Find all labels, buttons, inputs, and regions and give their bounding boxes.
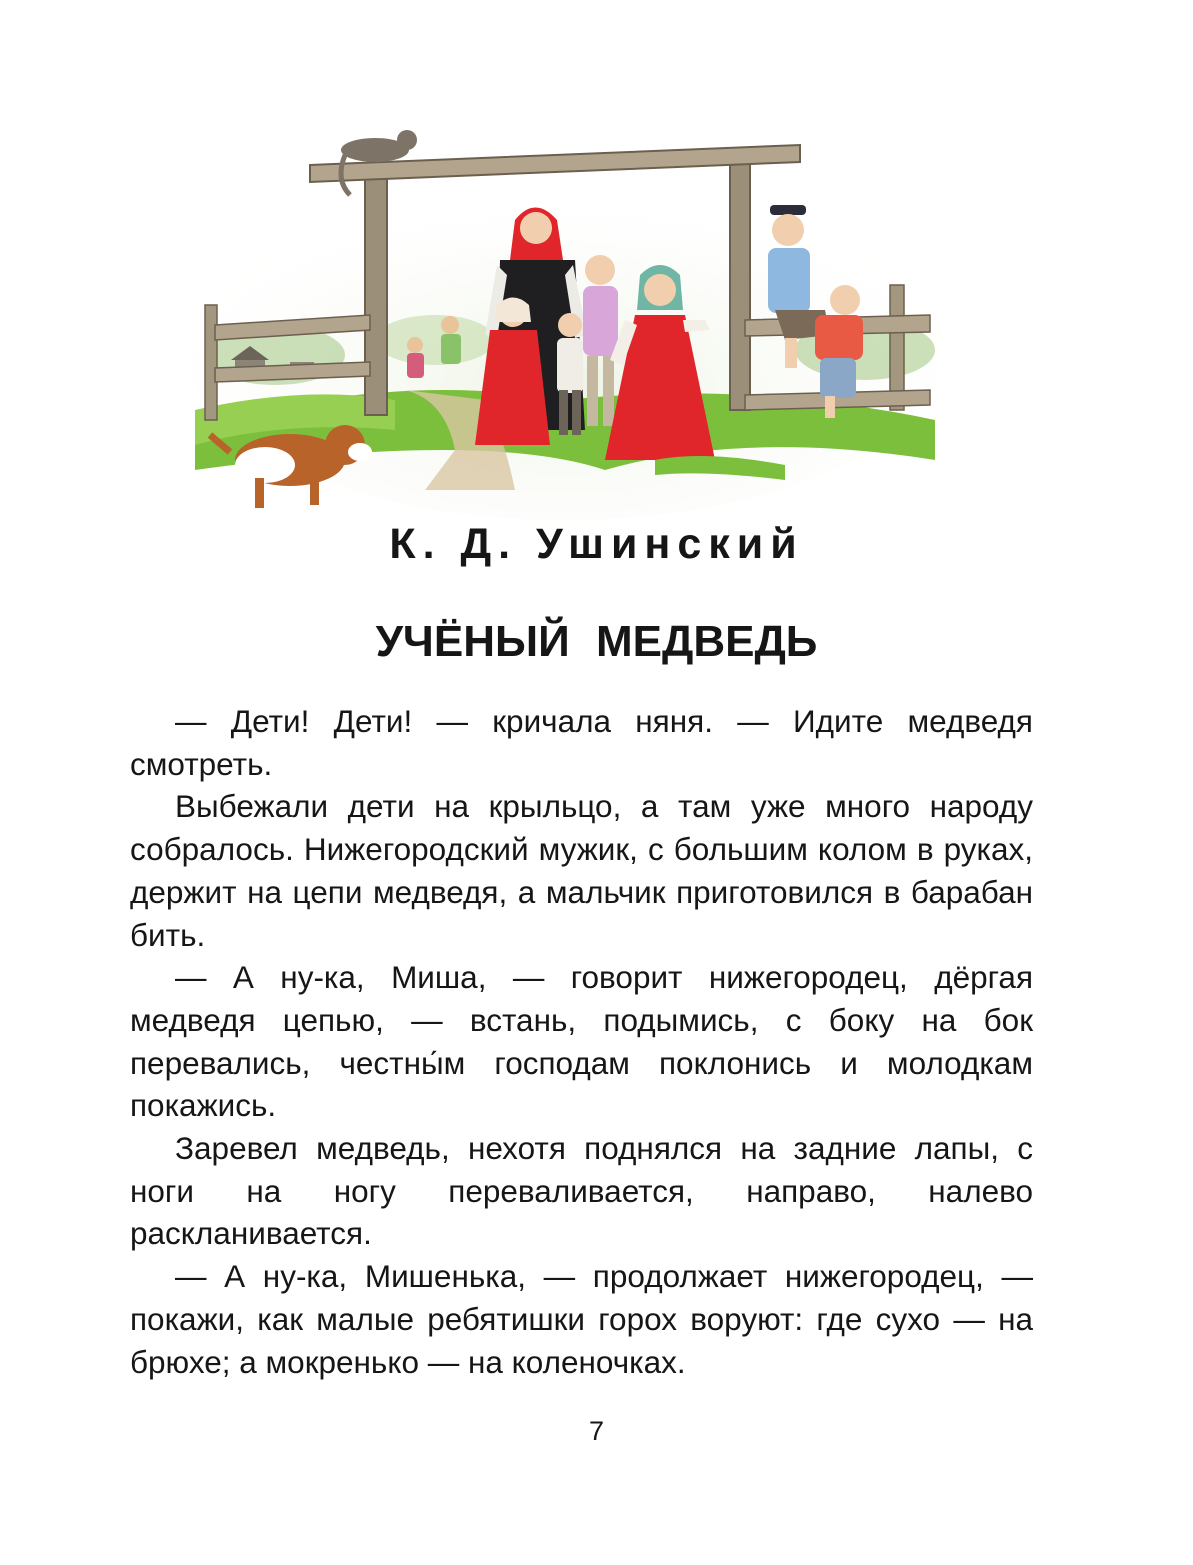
page-number: 7 [588, 1416, 605, 1446]
paragraph: — А ну-ка, Миша, — говорит нижегородец, дёргая медведя цепью, — встань, подымись, с боку на бок перевались, честны́м господам поклонись и молодкам покажись. [130, 959, 1033, 1124]
village-children-illustration [185, 100, 945, 530]
paragraph: Выбежали дети на крыльцо, а там уже много народу собралось. Нижегородский мужик, с большим колом в руках, держит на цепи медведя, а мальчик приготовился в барабан бить. [130, 788, 1033, 953]
author-name: К. Д. Ушинский [389, 520, 804, 568]
paragraph: Заревел медведь, нехотя поднялся на задние лапы, с ноги на ногу переваливается, направо, налево раскланивается. [130, 1130, 1033, 1252]
story-text [130, 700, 1033, 1383]
paragraph: — Дети! Дети! — кричала няня. — Идите медведя смотреть. [130, 703, 1033, 782]
paragraph: — А ну-ка, Мишенька, — продолжает нижегородец, — покажи, как малые ребятишки горох воруют: где сухо — на брюхе; а мокренько — на коленочках. [130, 1258, 1033, 1380]
story-title: УЧЁНЫЙ МЕДВЕДЬ [375, 617, 818, 666]
